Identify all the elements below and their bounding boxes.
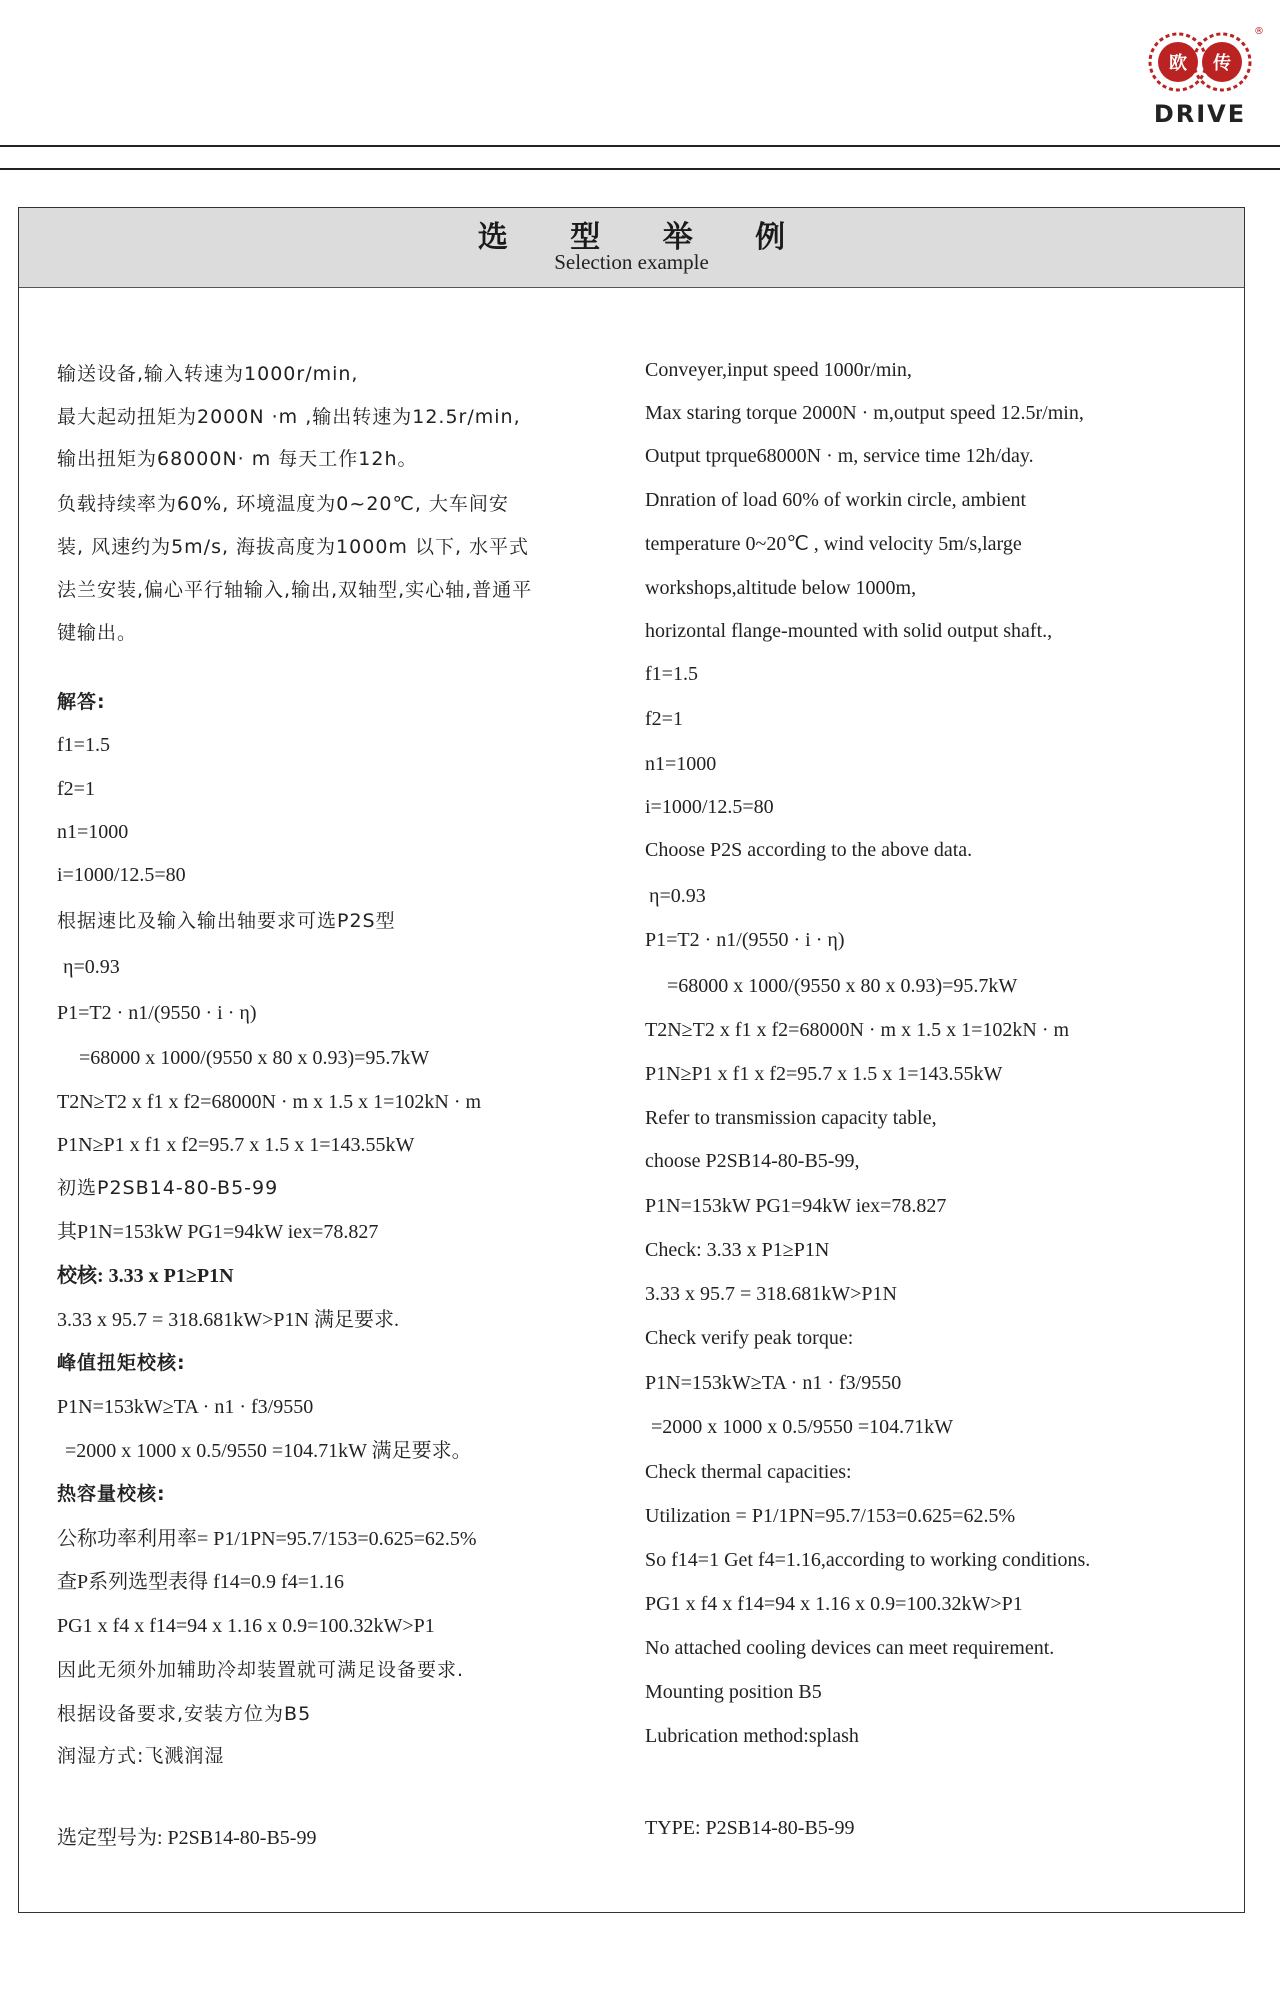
en-line-33: TYPE: P2SB14-80-B5-99 xyxy=(645,1817,855,1839)
en-line-20: P1N=153kW PG1=94kW iex=78.827 xyxy=(645,1195,947,1217)
gear-logo-icon xyxy=(1140,24,1264,134)
logo-brand: DRIVE xyxy=(1153,100,1247,128)
en-line-22: 3.33 x 95.7 = 318.681kW>P1N xyxy=(645,1283,898,1305)
title-chinese: 选 型 举 例 xyxy=(477,220,812,255)
cn-line-16: =68000 x 1000/(9550 x 80 x 0.93)=95.7kW xyxy=(79,1047,430,1069)
en-line-32: Lubrication method:splash xyxy=(645,1725,859,1747)
cn-line-6: 法兰安装,偏心平行轴输入,输出,双轴型,实心轴,普通平 xyxy=(57,579,533,601)
en-line-23: Check verify peak torque: xyxy=(645,1327,854,1349)
en-line-5: temperature 0~20℃ , wind velocity 5m/s,large xyxy=(645,533,1022,555)
cn-line-32: 润湿方式:飞溅润湿 xyxy=(57,1745,225,1767)
cn-line-18: P1N≥P1 x f1 x f2=95.7 x 1.5 x 1=143.55kW xyxy=(57,1134,415,1156)
selection-example-panel xyxy=(18,207,1245,1913)
logo-char-left: 欧 xyxy=(1169,53,1187,74)
en-line-17: P1N≥P1 x f1 x f2=95.7 x 1.5 x 1=143.55kW xyxy=(645,1063,1003,1085)
cn-line-22: 3.33 x 95.7 = 318.681kW>P1N 满足要求. xyxy=(57,1309,400,1331)
cn-line-33: 选定型号为: P2SB14-80-B5-99 xyxy=(57,1827,317,1849)
en-line-7: horizontal flange-mounted with solid output shaft., xyxy=(645,620,1053,642)
en-line-14: P1=T2 · n1/(9550 · i · η) xyxy=(645,929,845,951)
en-line-21: Check: 3.33 x P1≥P1N xyxy=(645,1239,830,1261)
cn-line-10: f2=1 xyxy=(57,778,95,800)
cn-line-24: P1N=153kW≥TA · n1 · f3/9550 xyxy=(57,1396,314,1418)
en-line-9: f2=1 xyxy=(645,708,683,730)
panel-header xyxy=(19,208,1244,288)
en-line-24: P1N=153kW≥TA · n1 · f3/9550 xyxy=(645,1372,902,1394)
en-line-15: =68000 x 1000/(9550 x 80 x 0.93)=95.7kW xyxy=(667,975,1018,997)
cn-line-21: 校核: 3.33 x P1≥P1N xyxy=(57,1265,234,1287)
title-english: Selection example xyxy=(554,250,709,274)
cn-line-13: 根据速比及输入输出轴要求可选P2S型 xyxy=(57,910,396,932)
en-line-10: n1=1000 xyxy=(645,753,717,775)
header-rule-top xyxy=(0,145,1280,147)
en-line-31: Mounting position B5 xyxy=(645,1681,822,1703)
en-line-18: Refer to transmission capacity table, xyxy=(645,1107,937,1129)
cn-line-29: PG1 x f4 x f14=94 x 1.16 x 0.9=100.32kW>P1 xyxy=(57,1615,435,1637)
cn-line-19: 初选P2SB14-80-B5-99 xyxy=(57,1177,279,1199)
en-line-19: choose P2SB14-80-B5-99, xyxy=(645,1150,860,1172)
en-line-27: Utilization = P1/1PN=95.7/153=0.625=62.5% xyxy=(645,1505,1016,1527)
en-line-11: i=1000/12.5=80 xyxy=(645,796,774,818)
en-line-13: η=0.93 xyxy=(649,885,706,907)
cn-line-5: 装, 风速约为5m/s, 海拔高度为1000m 以下, 水平式 xyxy=(57,536,530,558)
cn-line-4: 负载持续率为60%, 环境温度为0~20℃, 大车间安 xyxy=(57,493,509,515)
cn-line-1: 输送设备,输入转速为1000r/min, xyxy=(57,363,359,385)
header-rule-bottom xyxy=(0,168,1280,170)
cn-line-3: 输出扭矩为68000N· m 每天工作12h。 xyxy=(57,448,418,470)
cn-line-25: =2000 x 1000 x 0.5/9550 =104.71kW 满足要求。 xyxy=(65,1440,472,1462)
cn-line-15: P1=T2 · n1/(9550 · i · η) xyxy=(57,1002,257,1024)
cn-line-20: 其P1N=153kW PG1=94kW iex=78.827 xyxy=(57,1221,379,1243)
en-line-28: So f14=1 Get f4=1.16,according to working conditions. xyxy=(645,1549,1091,1571)
cn-line-26: 热容量校核: xyxy=(57,1483,166,1505)
en-line-12: Choose P2S according to the above data. xyxy=(645,839,973,861)
cn-line-14: η=0.93 xyxy=(63,956,120,978)
en-line-6: workshops,altitude below 1000m, xyxy=(645,577,917,599)
cn-line-30: 因此无须外加辅助冷却装置就可满足设备要求. xyxy=(57,1659,465,1681)
en-line-3: Output tprque68000N · m, service time 12h/day. xyxy=(645,445,1034,467)
en-line-25: =2000 x 1000 x 0.5/9550 =104.71kW xyxy=(651,1416,953,1438)
en-line-16: T2N≥T2 x f1 x f2=68000N · m x 1.5 x 1=102kN · m xyxy=(645,1019,1070,1041)
cn-line-31: 根据设备要求,安装方位为B5 xyxy=(57,1703,312,1725)
en-line-26: Check thermal capacities: xyxy=(645,1461,852,1483)
en-line-29: PG1 x f4 x f14=94 x 1.16 x 0.9=100.32kW>P1 xyxy=(645,1593,1023,1615)
cn-line-7: 键输出。 xyxy=(57,622,138,644)
cn-line-23: 峰值扭矩校核: xyxy=(57,1352,186,1374)
cn-line-27: 公称功率利用率= P1/1PN=95.7/153=0.625=62.5% xyxy=(57,1528,477,1550)
logo-char-right: 传 xyxy=(1213,53,1231,74)
en-line-8: f1=1.5 xyxy=(645,663,698,685)
cn-line-17: T2N≥T2 x f1 x f2=68000N · m x 1.5 x 1=102kN · m xyxy=(57,1091,482,1113)
cn-line-9: f1=1.5 xyxy=(57,734,110,756)
cn-line-8: 解答: xyxy=(57,691,106,713)
en-line-1: Conveyer,input speed 1000r/min, xyxy=(645,359,912,381)
registered-mark: ® xyxy=(1254,26,1264,37)
cn-line-12: i=1000/12.5=80 xyxy=(57,864,186,886)
cn-line-11: n1=1000 xyxy=(57,821,129,843)
cn-line-2: 最大起动扭矩为2000N ·m ,输出转速为12.5r/min, xyxy=(57,406,521,428)
cn-line-28: 查P系列选型表得 f14=0.9 f4=1.16 xyxy=(57,1571,345,1593)
en-line-2: Max staring torque 2000N · m,output speed 12.5r/min, xyxy=(645,402,1084,424)
drive-logo xyxy=(1140,24,1264,134)
en-line-30: No attached cooling devices can meet requirement. xyxy=(645,1637,1055,1659)
en-line-4: Dnration of load 60% of workin circle, ambient xyxy=(645,489,1026,511)
